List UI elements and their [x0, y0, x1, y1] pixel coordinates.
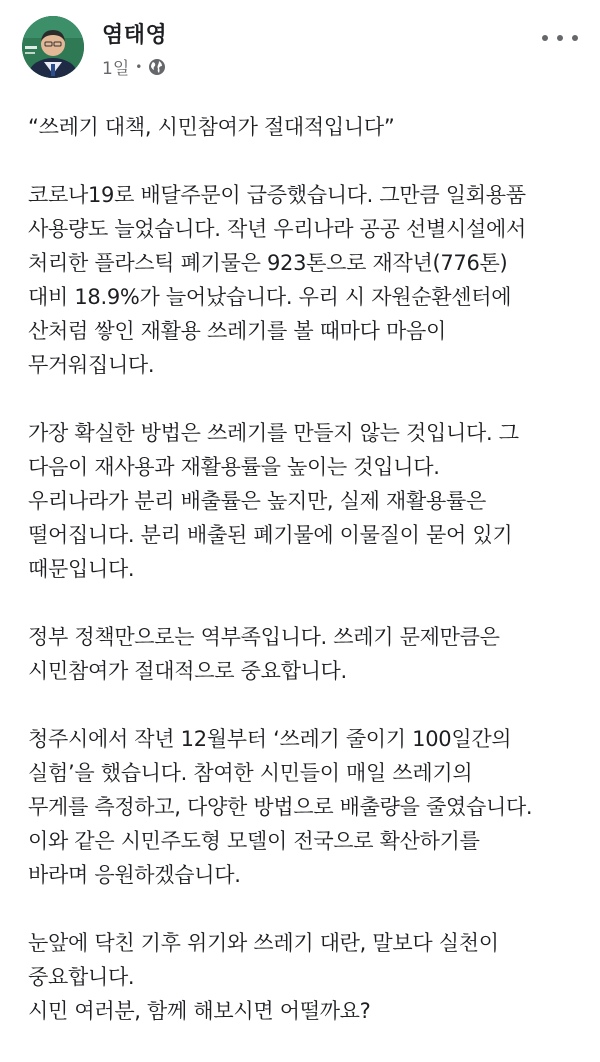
- post-body: [28, 110, 588, 1062]
- post-paragraph: 코로나19로 배달주문이 급증했습니다. 그만큼 일회용품 사용량도 늘었습니다. 작년 우리나라 공공 선별시설에서 처리한 플라스틱 폐기물은 923톤으로 재작년(776톤) 대비 18.9%가 늘어났습니다. 우리 시 자원순환센터에 산처럼 쌓인 재활용 쓰레기를 볼 때마다 마음이 무거워집니다.: [28, 183, 526, 377]
- author-name[interactable]: 염태영: [102, 23, 168, 48]
- post-timestamp[interactable]: 1일: [102, 59, 130, 79]
- meta-separator: •: [135, 59, 143, 74]
- post-headline: “쓰레기 대책, 시민참여가 절대적입니다”: [28, 115, 395, 139]
- post-paragraph: 가장 확실한 방법은 쓰레기를 만들지 않는 것입니다. 그 다음이 재사용과 재활용률을 높이는 것입니다. 우리나라가 분리 배출률은 높지만, 실제 재활용률은 떨어집니다. 분리 배출된 폐기물에 이물질이 묻어 있기 때문입니다.: [28, 421, 519, 581]
- post-meta: [102, 54, 166, 79]
- more-options-button[interactable]: [542, 26, 578, 50]
- post-header: [22, 16, 578, 88]
- post-paragraph: 눈앞에 닥친 기후 위기와 쓰레기 대란, 말보다 실천이 중요합니다. 시민 여러분, 함께 해보시면 어떨까요?: [28, 931, 499, 1023]
- post-paragraph: 청주시에서 작년 12월부터 ‘쓰레기 줄이기 100일간의 실험’을 했습니다. 참여한 시민들이 매일 쓰레기의 무게를 측정하고, 다양한 방법으로 배출량을 줄였습니다. 이와 같은 시민주도형 모델이 전국으로 확산하기를 바라며 응원하겠습니다.: [28, 727, 533, 887]
- avatar[interactable]: [22, 16, 84, 78]
- more-options-icon: [542, 35, 548, 41]
- globe-icon[interactable]: [148, 58, 166, 76]
- avatar-image: [22, 16, 84, 78]
- post-paragraph: 정부 정책만으로는 역부족입니다. 쓰레기 문제만큼은 시민참여가 절대적으로 중요합니다.: [28, 625, 500, 683]
